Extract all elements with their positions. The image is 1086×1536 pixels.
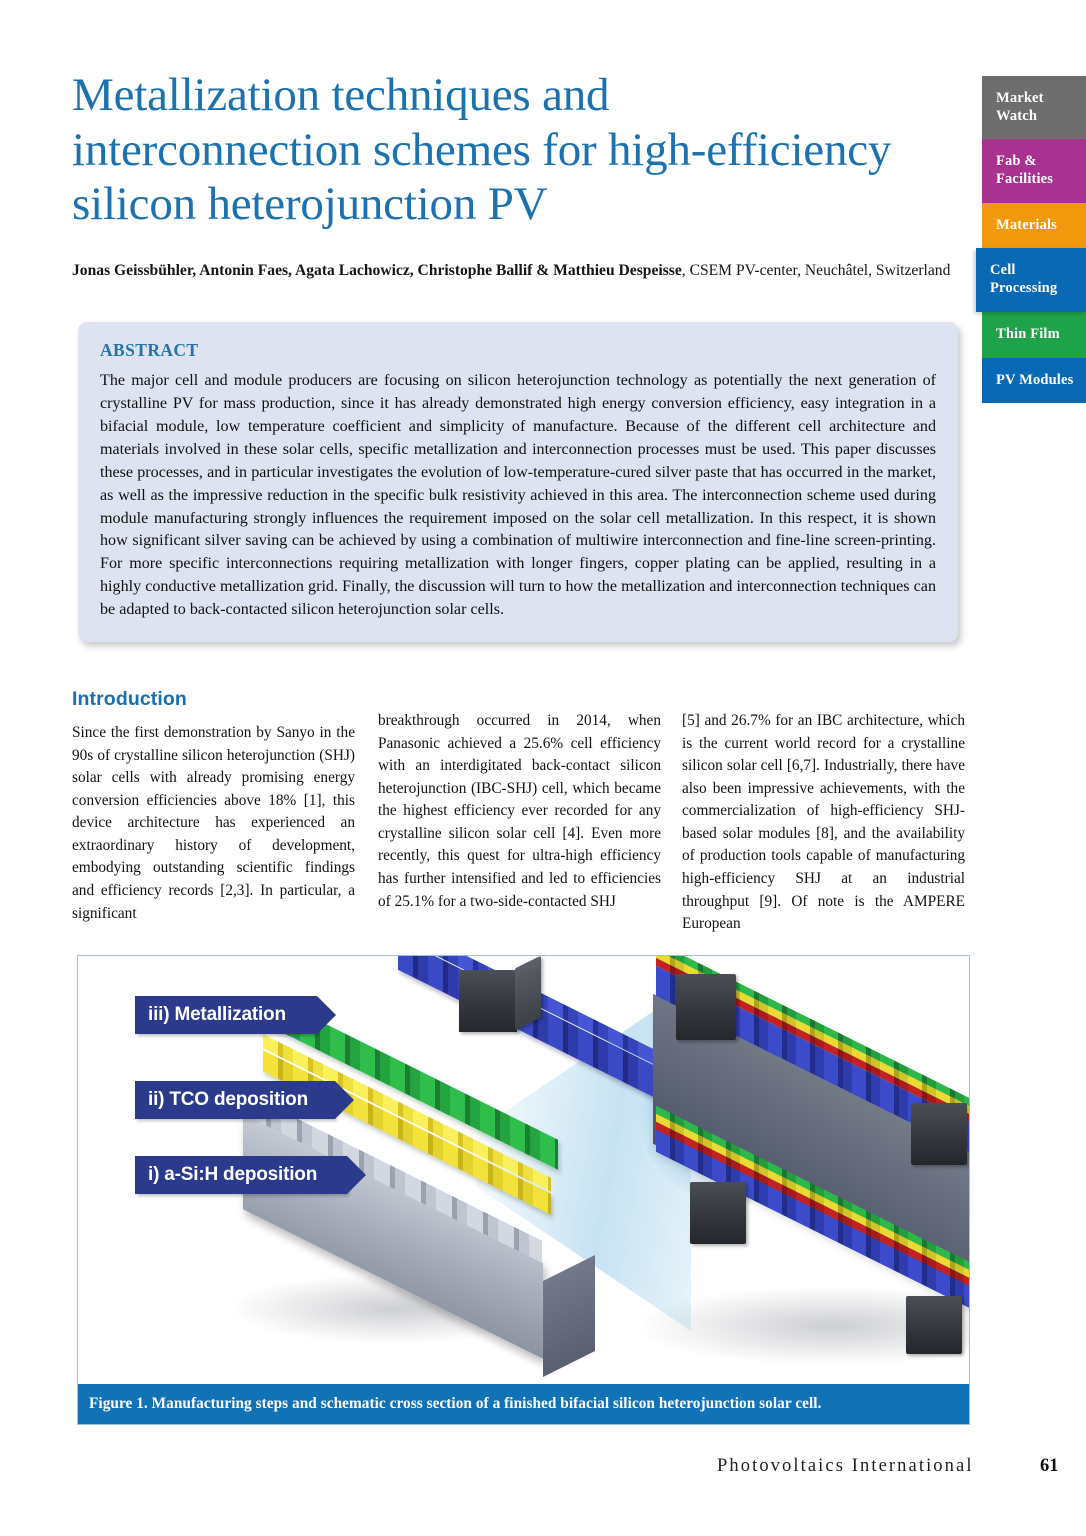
step-arrow-label: ii) TCO deposition <box>148 1089 308 1110</box>
sidebar-item-pv-modules[interactable] <box>982 358 1086 404</box>
author-affiliation: , CSEM PV-center, Neuchâtel, Switzerland <box>681 262 951 279</box>
section-heading-introduction: Introduction <box>72 688 187 710</box>
step-arrow-metallization <box>135 996 317 1034</box>
body-column-1: Since the first demonstration by Sanyo in the 90s of crystalline silicon heterojunction (SHJ) solar cells with already promising energy conversion efficiencies above 18% [1], this device architecture has experienced an extraordinary history of development, embodying outstanding scientific findings and efficiency records [2,3]. In particular, a significant <box>72 724 355 922</box>
cell-busbar-top-left <box>676 974 736 1040</box>
sidebar-item-fab-facilities[interactable] <box>982 139 1086 202</box>
metallization-busbar-floating-side <box>515 956 541 1030</box>
category-tab-rail <box>982 76 1086 403</box>
metallization-busbar-floating <box>459 970 517 1032</box>
sidebar-item-materials[interactable] <box>982 203 1086 249</box>
sidebar-item-market-watch[interactable] <box>982 76 1086 139</box>
author-byline <box>72 260 962 282</box>
footer-page-number: 61 <box>1040 1456 1059 1476</box>
step-arrow-label: i) a-Si:H deposition <box>148 1164 318 1185</box>
step-arrow-asih-deposition <box>135 1156 347 1194</box>
page-title: Metallization techniques and interconnection schemes for high-efficiency silicon heterojunction PV <box>72 69 892 231</box>
figure-caption-text: Figure 1. Manufacturing steps and schematic cross section of a finished bifacial silicon heterojunction solar cell. <box>89 1395 822 1412</box>
tab-label: Materials <box>996 216 1057 233</box>
abstract-heading: ABSTRACT <box>100 340 199 360</box>
sidebar-item-cell-processing[interactable] <box>976 248 1086 311</box>
tab-label: Market Watch <box>996 90 1044 124</box>
tab-label: Thin Film <box>996 325 1060 342</box>
tab-label: PV Modules <box>996 371 1074 388</box>
cell-busbar-top-right <box>911 1103 967 1165</box>
abstract-text: The major cell and module producers are focusing on silicon heterojunction technology as potentially the next generation of crystalline PV for mass production, since it has already demonstrated high energy conversion efficiency, easy integration in a bifacial module, low temperature coefficient and simplicity of manufacture. Because of the different cell architecture and materials involved in these solar cells, specific metallization and interconnection processes must be used. This paper discusses these processes, and in particular investigates the evolution of low-temperature-cured silver paste that has occurred in the market, as well as the impressive reduction in the specific bulk resistivity achieved in this area. The interconnection scheme used during module manufacturing strongly influences the requirement imposed on the solar cell metallization. In this respect, it is shown how significant silver saving can be achieved by using a combination of multiwire interconnection and fine-line screen-printing. For more specific interconnections requiring metallization with longer fingers, copper plating can be applied, resulting in a highly conductive metallization grid. Finally, the discussion will turn to how the metallization and interconnection techniques can be adapted to back-contacted silicon heterojunction solar cells. <box>100 372 936 619</box>
tab-label: Fab & Facilities <box>996 153 1054 188</box>
footer-publication: Photovoltaics International <box>717 1456 974 1476</box>
figure-caption <box>78 1384 969 1424</box>
step-arrow-tco-deposition <box>135 1081 335 1119</box>
cell-busbar-bottom-right <box>906 1296 962 1354</box>
author-names: Jonas Geissbühler, Antonin Faes, Agata Lachowicz, Christophe Ballif & Matthieu Despeisse <box>72 262 682 279</box>
body-column-3: [5] and 26.7% for an IBC architecture, which is the current world record for a crystalline silicon solar cell [6,7]. Industrially, there have also been impressive achievements, with the commercialization of high-efficiency SHJ-based solar modules [8], and the availability of production tools capable of manufacturing high-efficiency SHJ at an industrial throughput [9]. Of note is the AMPERE European <box>682 712 965 933</box>
step-arrow-label: iii) Metallization <box>148 1004 286 1025</box>
body-column-2: breakthrough occurred in 2014, when Panasonic achieved a 25.6% cell efficiency with an interdigitated back-contact silicon heterojunction (IBC-SHJ) cell, which became the highest efficiency ever recorded for any crystalline silicon solar cell [4]. Even more recently, this quest for ultra-high efficiency has further intensified and led to efficiencies of 25.1% for a two-side-contacted SHJ <box>378 712 661 910</box>
abstract-panel <box>78 322 958 642</box>
figure-illustration <box>78 956 969 1384</box>
cell-busbar-bottom-left <box>690 1182 746 1244</box>
sidebar-item-thin-film[interactable] <box>982 312 1086 358</box>
tab-label: Cell Processing <box>990 262 1058 297</box>
figure-1 <box>77 955 970 1425</box>
